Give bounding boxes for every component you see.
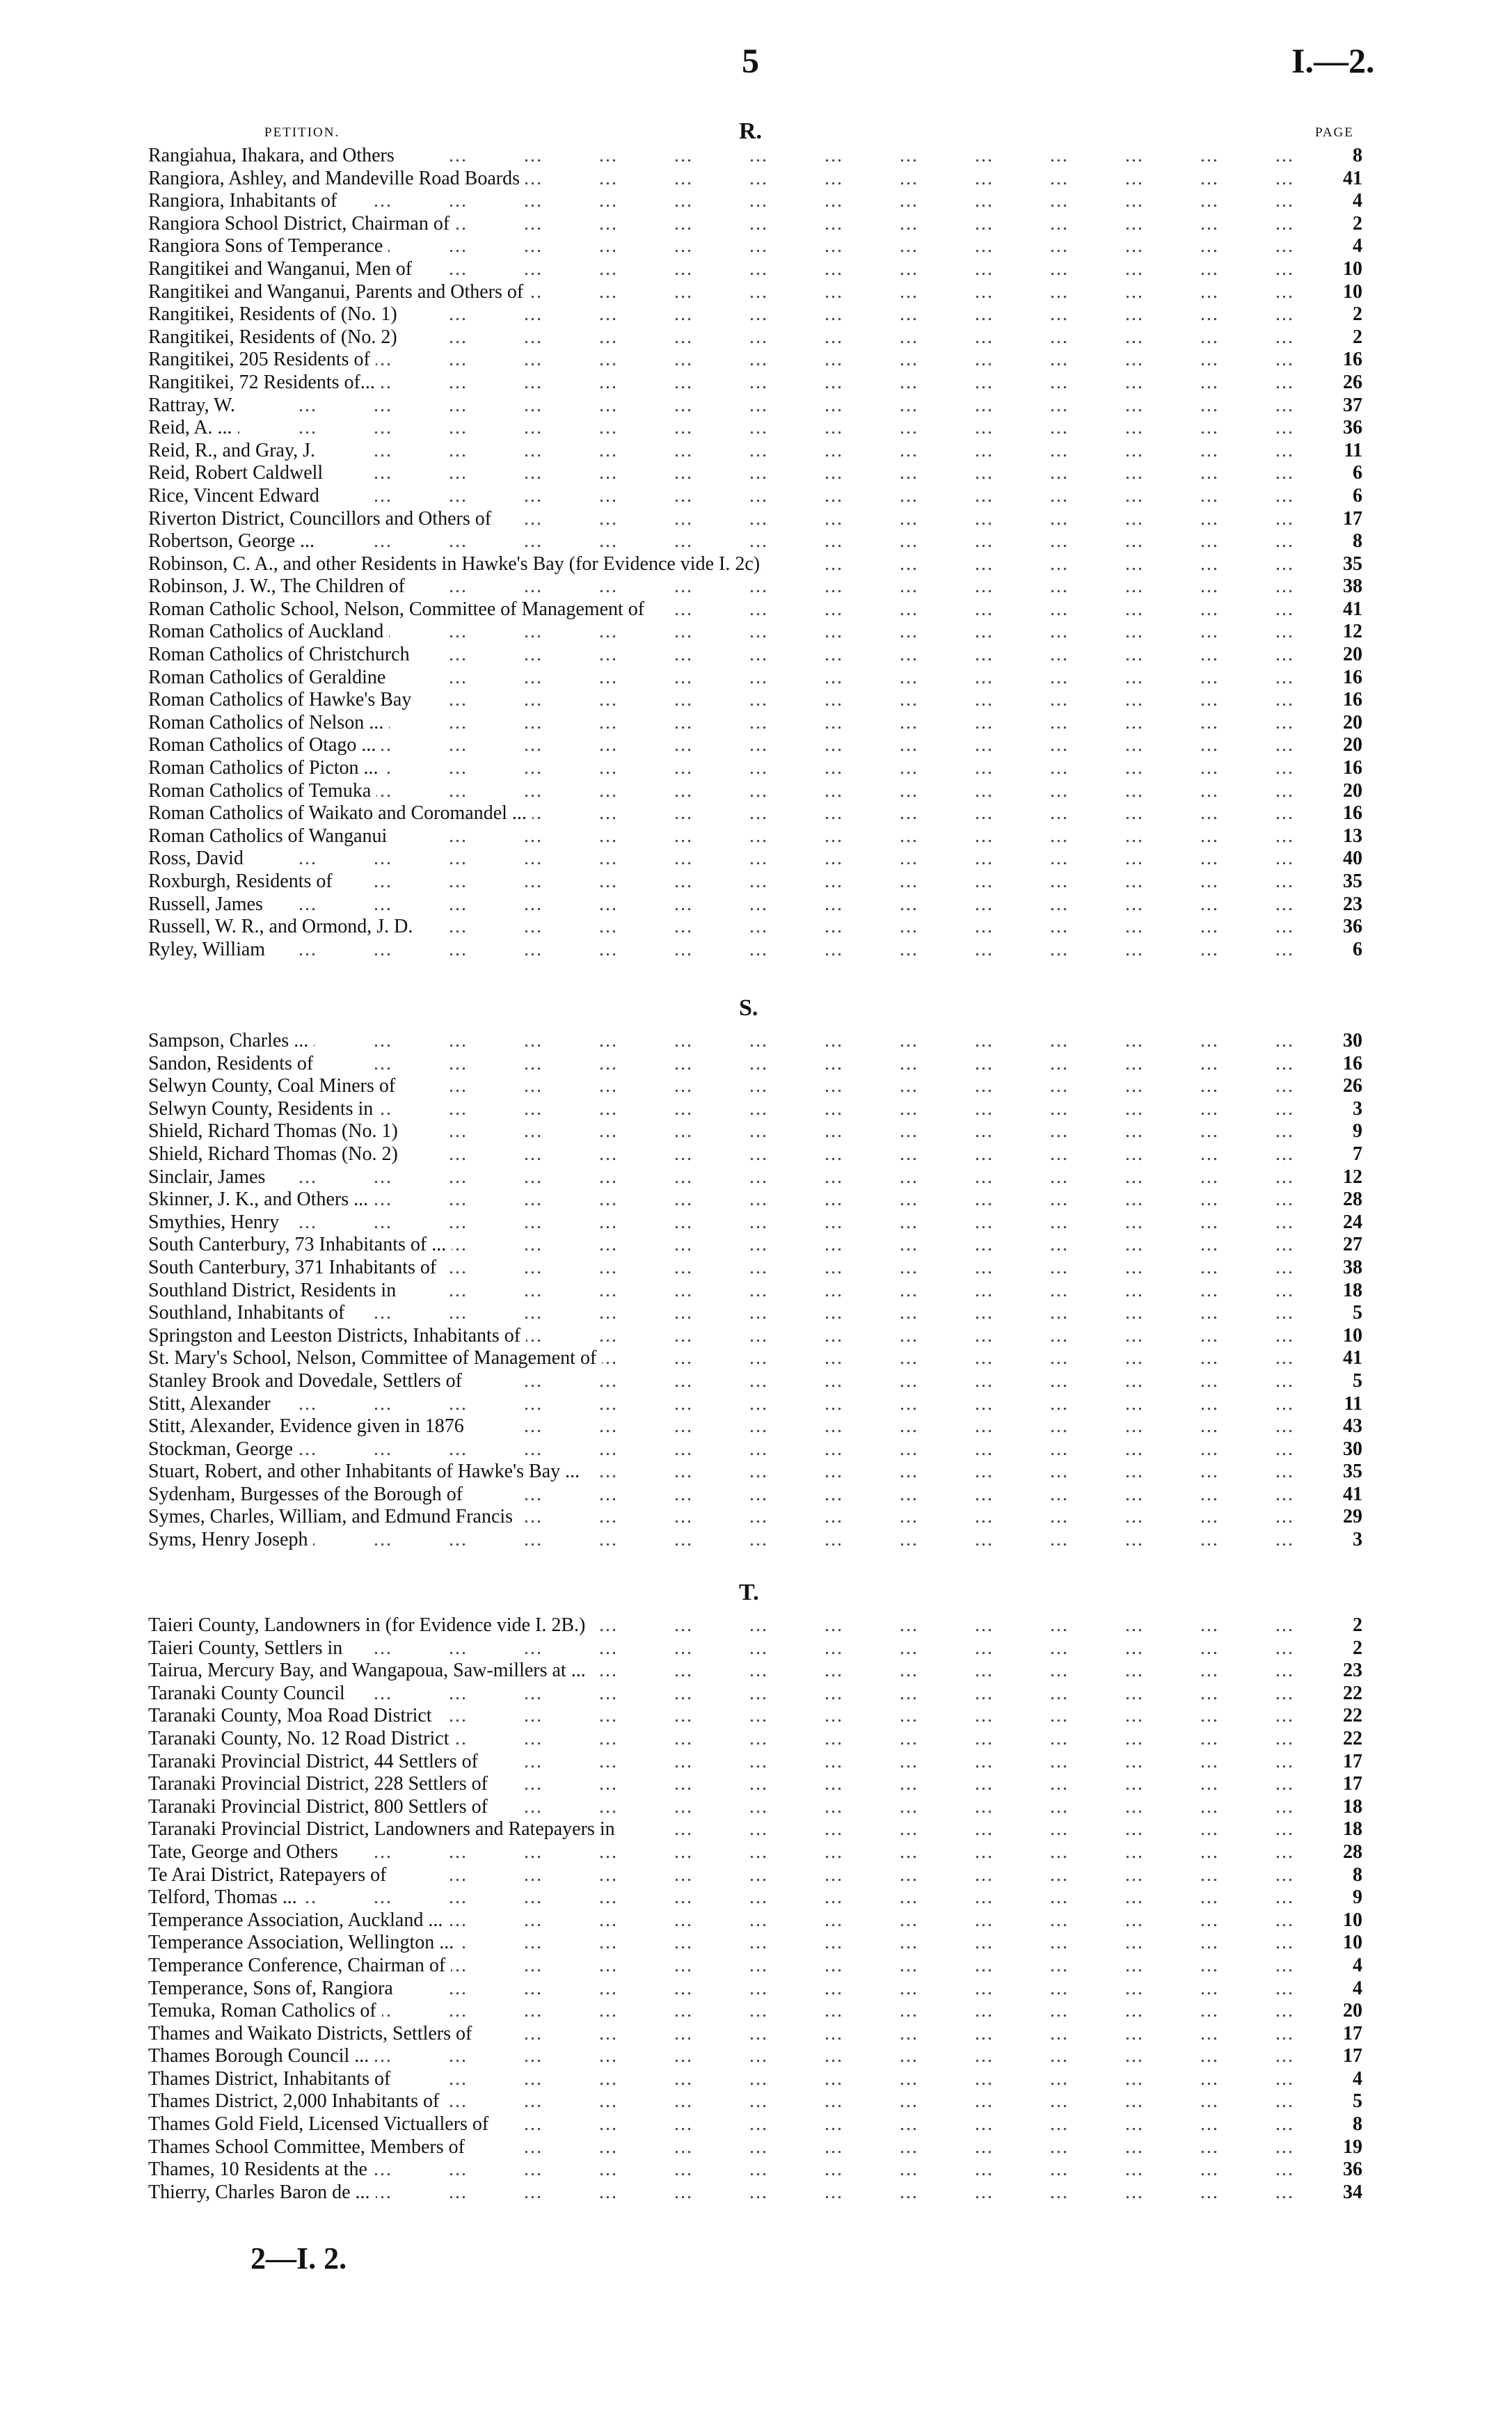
entry-page: 7 (1353, 1143, 1362, 1165)
leader-dots (148, 440, 1307, 463)
entry-name: Sampson, Charles ... (148, 1030, 314, 1053)
entry-name: Sinclair, James (148, 1166, 271, 1189)
entry-name: Russell, James (148, 893, 269, 916)
entry-page: 38 (1343, 1256, 1362, 1278)
entry-name: Taranaki County, No. 12 Road District (148, 1728, 454, 1751)
entry-page: 43 (1343, 1415, 1362, 1438)
index-entry (148, 780, 1362, 803)
entry-name: Taieri County, Settlers in (148, 1637, 348, 1660)
leader-dots (148, 893, 1307, 916)
entry-page: 28 (1343, 1841, 1362, 1863)
entry-page: 41 (1343, 1483, 1362, 1505)
entry-page: 30 (1343, 1030, 1362, 1051)
index-entry (148, 1166, 1362, 1189)
index-entry (148, 1030, 1362, 1053)
entry-page: 6 (1353, 462, 1362, 484)
entry-page: 22 (1343, 1682, 1362, 1704)
entry-name: Rice, Vincent Edward (148, 485, 325, 508)
entry-name: Temperance Association, Auckland ... (148, 1909, 448, 1932)
entry-page: 4 (1353, 2067, 1362, 2090)
entry-page: 35 (1343, 553, 1362, 575)
entry-name: Robinson, J. W., The Children of (148, 575, 411, 598)
entry-page: 26 (1343, 371, 1362, 393)
index-entry (148, 168, 1362, 191)
entry-page: 10 (1343, 1324, 1362, 1346)
index-entry (148, 553, 1362, 576)
entry-page: 5 (1353, 1369, 1362, 1392)
entry-name: Rangitikei and Wanganui, Parents and Others of (148, 281, 529, 304)
index-entry (148, 235, 1362, 258)
index-entry (148, 1302, 1362, 1325)
index-entry (148, 1773, 1362, 1796)
entry-name: Roman Catholics of Auckland (148, 621, 389, 644)
entry-page: 41 (1343, 1347, 1362, 1369)
index-entry (148, 462, 1362, 485)
index-entry (148, 213, 1362, 236)
index-entry (148, 281, 1362, 304)
index-entry (148, 1909, 1362, 1932)
entry-name: Southland, Inhabitants of (148, 1302, 350, 1325)
index-entry (148, 1211, 1362, 1234)
index-entry (148, 1234, 1362, 1257)
entry-page: 24 (1343, 1211, 1362, 1233)
entry-name: Temuka, Roman Catholics of (148, 2000, 382, 2023)
index-entry (148, 1864, 1362, 1887)
section-r (148, 145, 1362, 961)
entry-name: Te Arai District, Ratepayers of (148, 1864, 392, 1887)
index-entry (148, 667, 1362, 690)
entry-page: 19 (1343, 2136, 1362, 2158)
index-entry (148, 190, 1362, 213)
index-entry (148, 1529, 1362, 1552)
entry-page: 34 (1343, 2181, 1362, 2203)
entry-page: 6 (1353, 484, 1362, 507)
entry-page: 16 (1343, 802, 1362, 825)
column-header-page: PAGE (1315, 125, 1354, 140)
entry-name: Taranaki Provincial District, 800 Settlers of (148, 1796, 493, 1819)
index-entry (148, 1189, 1362, 1211)
entry-page: 10 (1343, 1909, 1362, 1931)
column-header-petition: PETITION. (264, 125, 340, 140)
leader-dots (148, 1053, 1307, 1076)
entry-name: Thames School Committee, Members of (148, 2136, 470, 2159)
index-entry (148, 1393, 1362, 1416)
entry-name: Riverton District, Councillors and Others of (148, 508, 497, 531)
entry-name: Shield, Richard Thomas (No. 1) (148, 1120, 404, 1143)
index-entry (148, 1728, 1362, 1751)
leader-dots (148, 848, 1307, 871)
entry-name: Rangitikei and Wanganui, Men of (148, 258, 417, 281)
entry-name: Stitt, Alexander, Evidence given in 1876 (148, 1415, 470, 1438)
entry-name: Skinner, J. K., and Others ... (148, 1189, 374, 1211)
index-entry (148, 2000, 1362, 2023)
entry-page: 8 (1353, 2113, 1362, 2136)
entry-page: 18 (1343, 1279, 1362, 1301)
entry-page: 3 (1353, 1097, 1362, 1120)
index-entry (148, 802, 1362, 825)
entry-name: Syms, Henry Joseph (148, 1529, 313, 1552)
entry-name: Taranaki County, Moa Road District (148, 1705, 438, 1728)
entry-page: 20 (1343, 711, 1362, 733)
index-entry (148, 1796, 1362, 1819)
index-entry (148, 2045, 1362, 2068)
leader-dots (148, 1393, 1307, 1416)
index-entry (148, 1506, 1362, 1529)
index-entry (148, 916, 1362, 939)
index-entry (148, 1955, 1362, 1978)
index-entry (148, 1751, 1362, 1774)
entry-name: Symes, Charles, William, and Edmund Francis (148, 1506, 518, 1529)
index-entry (148, 1818, 1362, 1841)
footer-signature: 2—I. 2. (250, 2241, 347, 2275)
entry-name: Ryley, William (148, 939, 271, 962)
entry-name: Rangiora Sons of Temperance (148, 235, 388, 258)
entry-page: 41 (1343, 167, 1362, 189)
index-entry (148, 1257, 1362, 1280)
entry-name: Rangiora, Inhabitants of (148, 190, 342, 213)
entry-page: 28 (1343, 1189, 1362, 1211)
leader-dots (148, 1438, 1307, 1461)
index-entry (148, 825, 1362, 848)
index-entry (148, 621, 1362, 644)
entry-page: 20 (1343, 644, 1362, 666)
entry-name: Taranaki Provincial District, Landowners and Ratepayers in (148, 1818, 621, 1841)
entry-name: Roman Catholics of Temuka (148, 780, 376, 803)
index-entry (148, 1886, 1362, 1909)
entry-page: 16 (1343, 349, 1362, 371)
index-entry (148, 1280, 1362, 1303)
index-entry (148, 372, 1362, 395)
entry-page: 35 (1343, 871, 1362, 892)
entry-page: 36 (1343, 2159, 1362, 2181)
leader-dots (148, 417, 1307, 440)
entry-page: 10 (1343, 280, 1362, 303)
entry-page: 9 (1353, 1886, 1362, 1909)
entry-page: 8 (1353, 145, 1362, 166)
index-entry (148, 598, 1362, 621)
entry-name: Temperance, Sons of, Rangiora (148, 1978, 399, 2001)
leader-dots (148, 1886, 1307, 1909)
entry-name: Roman Catholics of Geraldine (148, 667, 391, 690)
entry-page: 27 (1343, 1234, 1362, 1256)
entry-name: Roman Catholics of Hawke's Bay (148, 689, 417, 712)
entry-page: 4 (1353, 1954, 1362, 1976)
entry-page: 2 (1353, 1614, 1362, 1636)
entry-name: Springston and Leeston Districts, Inhabitants of (148, 1325, 526, 1348)
entry-name: Rangitikei, Residents of (No. 2) (148, 326, 403, 349)
index-entry (148, 575, 1362, 598)
index-entry (148, 440, 1362, 463)
index-entry (148, 349, 1362, 372)
entry-page: 36 (1343, 916, 1362, 938)
index-entry (148, 1683, 1362, 1706)
entry-page: 10 (1343, 257, 1362, 280)
entry-page: 17 (1343, 1750, 1362, 1772)
entry-page: 20 (1343, 779, 1362, 802)
entry-page: 4 (1353, 1977, 1362, 1999)
entry-name: Tairua, Mercury Bay, and Wangapoua, Saw-millers at ... (148, 1660, 591, 1683)
entry-name: Roman Catholics of Picton ... (148, 757, 384, 780)
entry-page: 2 (1353, 326, 1362, 348)
entry-name: Taieri County, Landowners in (for Evidence vide I. 2B.) (148, 1614, 591, 1637)
index-entry (148, 689, 1362, 712)
index-entry (148, 395, 1362, 418)
index-entry (148, 1932, 1362, 1955)
entry-name: Rangitikei, 72 Residents of... (148, 372, 381, 395)
entry-page: 4 (1353, 190, 1362, 212)
leader-dots (148, 1529, 1307, 1552)
index-entry (148, 1978, 1362, 2001)
entry-name: Taranaki County Council (148, 1683, 351, 1706)
index-entry (148, 1143, 1362, 1166)
leader-dots (148, 530, 1307, 553)
index-entry (148, 1461, 1362, 1484)
index-entry (148, 893, 1362, 916)
index-entry (148, 939, 1362, 962)
entry-name: Roxburgh, Residents of (148, 871, 338, 893)
index-entry (148, 485, 1362, 508)
entry-page: 3 (1353, 1529, 1362, 1551)
entry-name: Reid, R., and Gray, J. (148, 440, 321, 463)
index-entry (148, 644, 1362, 667)
index-entry (148, 1705, 1362, 1728)
entry-page: 12 (1343, 1166, 1362, 1188)
entry-name: Selwyn County, Residents in (148, 1098, 379, 1121)
entry-page: 18 (1343, 1818, 1362, 1841)
entry-page: 16 (1343, 666, 1362, 688)
entry-page: 35 (1343, 1461, 1362, 1483)
entry-name: Rangitikei, 205 Residents of (148, 349, 376, 372)
index-entry (148, 1841, 1362, 1864)
entry-name: Roman Catholics of Otago ... (148, 734, 381, 757)
entry-page: 2 (1353, 303, 1362, 326)
entry-name: Southland District, Residents in (148, 1280, 401, 1303)
entry-page: 5 (1353, 1302, 1362, 1324)
index-entry (148, 258, 1362, 281)
leader-dots (148, 1166, 1307, 1189)
section-letter-t: T. (739, 1580, 759, 1605)
entry-page: 40 (1343, 848, 1362, 870)
entry-name: Thames District, Inhabitants of (148, 2068, 396, 2091)
entry-page: 11 (1344, 439, 1362, 461)
index-entry (148, 1660, 1362, 1683)
index-entry (148, 712, 1362, 735)
entry-name: Thames Borough Council ... (148, 2045, 374, 2068)
index-entry (148, 734, 1362, 757)
entry-page: 16 (1343, 1052, 1362, 1074)
index-entry (148, 145, 1362, 168)
entry-name: Russell, W. R., and Ormond, J. D. (148, 916, 418, 939)
entry-page: 36 (1343, 417, 1362, 439)
entry-page: 18 (1343, 1795, 1362, 1818)
entry-page: 23 (1343, 1660, 1362, 1682)
index-entry (148, 871, 1362, 893)
index-entry (148, 1415, 1362, 1438)
entry-name: Rangiahua, Ihakara, and Others (148, 145, 400, 168)
entry-name: Roman Catholics of Nelson ... (148, 712, 389, 735)
entry-page: 29 (1343, 1506, 1362, 1528)
index-entry (148, 2023, 1362, 2046)
section-letter-r: R. (739, 118, 763, 144)
entry-page: 23 (1343, 893, 1362, 915)
entry-page: 20 (1343, 734, 1362, 756)
entry-page: 16 (1343, 757, 1362, 779)
index-entry (148, 2159, 1362, 2181)
index-entry (148, 2113, 1362, 2136)
index-entry (148, 1438, 1362, 1461)
entry-name: Rattray, W. (148, 395, 241, 418)
entry-name: Thames and Waikato Districts, Settlers of (148, 2023, 477, 2046)
entry-name: Stitt, Alexander (148, 1393, 276, 1416)
entry-page: 4 (1353, 235, 1362, 257)
entry-name: Temperance Association, Wellington ... (148, 1932, 459, 1955)
entry-name: Ross, David (148, 848, 249, 871)
entry-page: 9 (1353, 1120, 1362, 1143)
entry-name: Rangitikei, Residents of (No. 1) (148, 303, 403, 326)
entry-page: 26 (1343, 1075, 1362, 1097)
entry-name: Taranaki Provincial District, 228 Settlers of (148, 1773, 493, 1796)
entry-name: Thames, 10 Residents at the (148, 2159, 373, 2181)
entry-name: Reid, A. ... (148, 417, 238, 440)
entry-name: Smythies, Henry (148, 1211, 285, 1234)
entry-name: Stuart, Robert, and other Inhabitants of Hawke's Bay ... (148, 1461, 585, 1484)
index-entry (148, 1484, 1362, 1507)
entry-name: St. Mary's School, Nelson, Committee of Management of (148, 1347, 602, 1370)
entry-name: Tate, George and Others (148, 1841, 344, 1864)
entry-page: 8 (1353, 1863, 1362, 1886)
entry-page: 20 (1343, 2000, 1362, 2022)
entry-name: Rangiora, Ashley, and Mandeville Road Boards (148, 168, 525, 191)
entry-page: 38 (1343, 575, 1362, 598)
index-entry (148, 2136, 1362, 2159)
section-s (148, 1030, 1362, 1552)
entry-page: 10 (1343, 1932, 1362, 1954)
entry-name: Robinson, C. A., and other Residents in Hawke's Bay (for Evidence vide I. 2c) (148, 553, 765, 576)
entry-name: Reid, Robert Caldwell (148, 462, 328, 485)
index-entry (148, 303, 1362, 326)
leader-dots (148, 1030, 1307, 1053)
entry-page: 2 (1353, 212, 1362, 235)
index-entry (148, 1075, 1362, 1098)
entry-page: 11 (1344, 1392, 1362, 1415)
entry-page: 2 (1353, 1637, 1362, 1659)
leader-dots (148, 395, 1307, 418)
entry-name: Roman Catholics of Christchurch (148, 644, 415, 667)
section-letter-s: S. (739, 995, 758, 1021)
entry-name: Robertson, George ... (148, 530, 320, 553)
index-entry (148, 848, 1362, 871)
entry-page: 8 (1353, 530, 1362, 553)
entry-page: 22 (1343, 1727, 1362, 1749)
index-entry (148, 1053, 1362, 1076)
entry-name: Roman Catholics of Waikato and Coromandel ... (148, 802, 532, 825)
entry-page: 37 (1343, 394, 1362, 416)
entry-name: Thierry, Charles Baron de ... (148, 2181, 376, 2204)
entry-name: Telford, Thomas ... (148, 1886, 303, 1909)
entry-name: Roman Catholic School, Nelson, Committee of Management of (148, 598, 650, 621)
section-t (148, 1614, 1362, 2204)
index-entry (148, 1637, 1362, 1660)
entry-name: Sandon, Residents of (148, 1053, 319, 1076)
entry-name: Taranaki Provincial District, 44 Settlers of (148, 1751, 484, 1774)
index-entry (148, 1347, 1362, 1370)
page-number: 5 (742, 41, 759, 80)
entry-page: 16 (1343, 689, 1362, 711)
entry-name: Thames District, 2,000 Inhabitants of (148, 2090, 445, 2113)
entry-page: 30 (1343, 1438, 1362, 1460)
index-entry (148, 1120, 1362, 1143)
index-entry (148, 1614, 1362, 1637)
entry-page: 5 (1353, 2090, 1362, 2113)
index-entry (148, 508, 1362, 531)
index-entry (148, 2068, 1362, 2091)
entry-page: 6 (1353, 938, 1362, 960)
index-entry (148, 1370, 1362, 1393)
index-entry (148, 1098, 1362, 1121)
document-reference: I.—2. (1291, 41, 1375, 80)
entry-page: 12 (1343, 621, 1362, 643)
entry-name: Rangiora School District, Chairman of (148, 213, 455, 236)
entry-page: 22 (1343, 1705, 1362, 1727)
index-entry (148, 2090, 1362, 2113)
entry-name: Stockman, George (148, 1438, 299, 1461)
entry-name: Temperance Conference, Chairman of (148, 1955, 451, 1978)
entry-page: 13 (1343, 825, 1362, 847)
entry-name: Selwyn County, Coal Miners of (148, 1075, 401, 1098)
index-entry (148, 417, 1362, 440)
entry-name: South Canterbury, 73 Inhabitants of ... (148, 1234, 452, 1257)
entry-page: 17 (1343, 2022, 1362, 2044)
leader-dots (148, 939, 1307, 962)
index-entry (148, 530, 1362, 553)
entry-page: 17 (1343, 1773, 1362, 1795)
index-entry (148, 326, 1362, 349)
entry-name: Stanley Brook and Dovedale, Settlers of (148, 1370, 468, 1393)
entry-name: Shield, Richard Thomas (No. 2) (148, 1143, 404, 1166)
entry-name: Thames Gold Field, Licensed Victuallers of (148, 2113, 494, 2136)
leader-dots (148, 1211, 1307, 1234)
entry-page: 17 (1343, 507, 1362, 530)
entry-page: 17 (1343, 2045, 1362, 2067)
entry-name: South Canterbury, 371 Inhabitants of (148, 1257, 442, 1280)
entry-name: Roman Catholics of Wanganui (148, 825, 392, 848)
index-entry (148, 757, 1362, 780)
entry-name: Sydenham, Burgesses of the Borough of (148, 1484, 468, 1507)
index-entry (148, 2181, 1362, 2204)
entry-page: 41 (1343, 598, 1362, 620)
index-entry (148, 1325, 1362, 1348)
